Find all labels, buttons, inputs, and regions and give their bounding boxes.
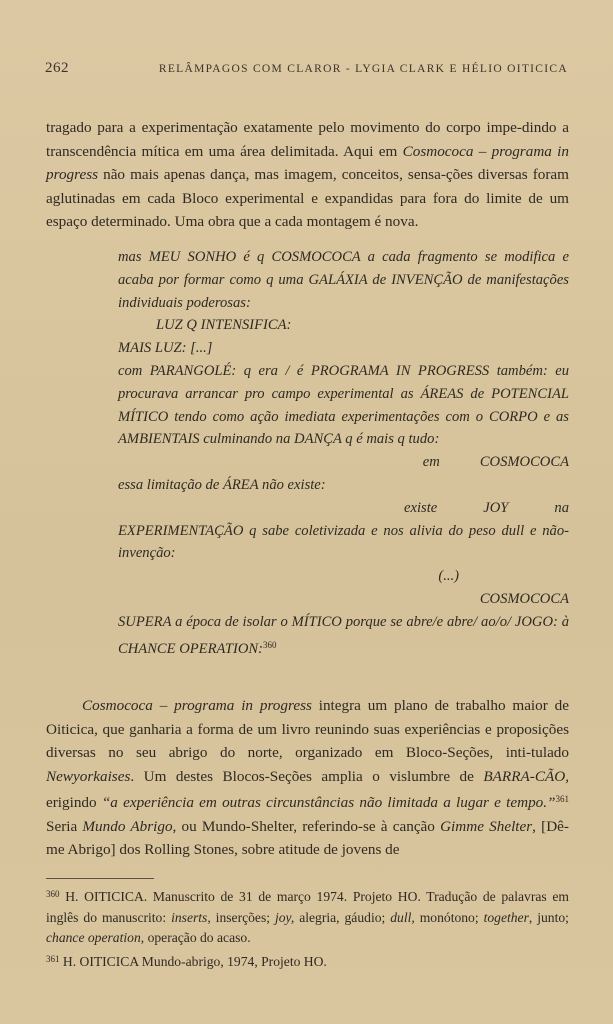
page-number: 262 xyxy=(45,60,69,76)
body2-text-2: . Um destes Blocos-Seções amplia o vislumbre de xyxy=(130,767,484,785)
poem-quote xyxy=(118,246,569,660)
body2-text-5: , ou Mundo-Shelter, referindo-se à canção xyxy=(172,817,441,835)
footnote-360-italic-3: dull, xyxy=(390,909,415,925)
body2-text-3: erigindo xyxy=(46,794,102,811)
body2-italic-5: Mundo Abrigo xyxy=(82,817,173,835)
footnote-360-italic-5: chance operation xyxy=(46,930,141,946)
footnote-360-text-2: inserções; xyxy=(210,909,275,925)
footnote-number-361: 361 xyxy=(46,953,60,964)
footnote-360-text-1: H. OITICICA. Manuscrito de 31 de março 1974. Projeto HO. Tradução de palavras em inglês do manuscrito: xyxy=(46,889,569,925)
intro-text-2: não mais apenas dança, mas imagem, conceitos, sensa-ções diversas foram aglutinadas em cada Bloco experimental e expandidas para fora do limite de um espaço determinado. Uma obra que a cada montagem é nova. xyxy=(46,166,569,230)
footnote-360-text-6: , operação do acaso. xyxy=(140,930,251,946)
body2-text-1: integra um plano de trabalho maior de Oiticica, que ganharia a forma de um livro reunindo suas experiências e proposições diversas no seu abrigo do norte, organizado em Bloco-Seções, inti-tulado xyxy=(46,697,569,761)
poem-line-7a: existe xyxy=(404,499,438,516)
body2-italic-3: BARRA-CÃO, xyxy=(483,767,569,785)
poem-line-10: COSMOCOCA xyxy=(479,590,569,607)
body2-italic-2: Newyorkaises xyxy=(46,767,131,785)
footnote-360 xyxy=(46,884,569,949)
footnote-ref-361[interactable]: 361 xyxy=(555,794,569,804)
body2-italic-1: Cosmococa – programa in progress xyxy=(82,697,312,714)
footnote-360-text-3: alegria, gáudio; xyxy=(294,909,391,925)
footnote-360-italic-2: joy, xyxy=(274,909,295,925)
intro-text-1: tragado para a experimentação exatamente pelo movimento do corpo impe-dindo a transcendência mítica em uma área delimitada. Aqui em xyxy=(46,119,569,160)
footnote-number-360: 360 xyxy=(46,889,60,899)
poem-line-3: MAIS LUZ: [...] xyxy=(118,340,213,357)
footnote-360-text-5: , junto; xyxy=(528,909,569,925)
poem-line-11-text: SUPERA a época de isolar o MÍTICO porque se abre/e abre/ ao/o/ JOGO: à CHANCE OPERATION: xyxy=(118,613,569,657)
poem-line-4: com PARANGOLÉ: q era / é PROGRAMA IN PROGRESS também: eu procurava arrancar pro campo experimental as ÁREAS de POTENCIAL MÍTICO tendo como ação imediata experimentações com o CORPO e as AMBIENTAIS culminando na DANÇA q é mais q tudo: xyxy=(118,362,569,448)
intro-italic-title: Cosmococa – programa in progress xyxy=(46,142,569,183)
footnotes xyxy=(46,884,569,972)
body2-italic-6: Gimme Shelter xyxy=(440,817,533,835)
body2-text-4: Seria xyxy=(46,817,83,835)
poem-line-2: LUZ Q INTENSIFICA: xyxy=(156,317,292,334)
poem-line-9: (...) xyxy=(438,568,459,585)
footnote-360-italic-4: together xyxy=(483,909,529,925)
poem-line-8: EXPERIMENTAÇÃO q sabe coletivizada e nos alivia do peso dull e não-invenção: xyxy=(118,522,569,562)
footnote-361 xyxy=(46,949,569,973)
poem-line-5 xyxy=(118,451,569,474)
poem-line-5a: em xyxy=(422,454,440,471)
poem-line-11 xyxy=(118,611,569,661)
footnote-divider xyxy=(46,878,154,879)
running-head: RELÂMPAGOS COM CLAROR - LYGIA CLARK E HÉLIO OITICICA xyxy=(158,63,568,75)
body2-text-6: , [Dê-me Abrigo] dos Rolling Stones, sobre atitude de jovens de xyxy=(46,817,569,858)
body-paragraph-2 xyxy=(46,694,569,862)
poem-line-5b: COSMOCOCA xyxy=(479,454,569,471)
poem-line-7b: JOY xyxy=(483,499,509,516)
footnote-360-italic-1: inserts, xyxy=(171,909,211,925)
poem-line-6: essa limitação de ÁREA não existe: xyxy=(118,476,326,493)
poem-line-1: mas MEU SONHO é q COSMOCOCA a cada fragmento se modifica e acaba por formar como q uma GALÁXIA de INVENÇÃO de manifestações individuais poderosas: xyxy=(118,249,569,311)
footnote-360-text-4: monótono; xyxy=(414,909,484,925)
intro-paragraph xyxy=(46,116,569,234)
footnote-ref-360[interactable]: 360 xyxy=(262,639,277,650)
poem-line-7 xyxy=(118,497,569,520)
footnote-361-text: H. OITICICA Mundo-abrigo, 1974, Projeto HO. xyxy=(59,953,327,969)
poem-line-7c: na xyxy=(554,499,569,516)
body2-italic-4: “a experiência em outras circunstâncias não limitada a lugar e tempo.” xyxy=(101,794,556,811)
